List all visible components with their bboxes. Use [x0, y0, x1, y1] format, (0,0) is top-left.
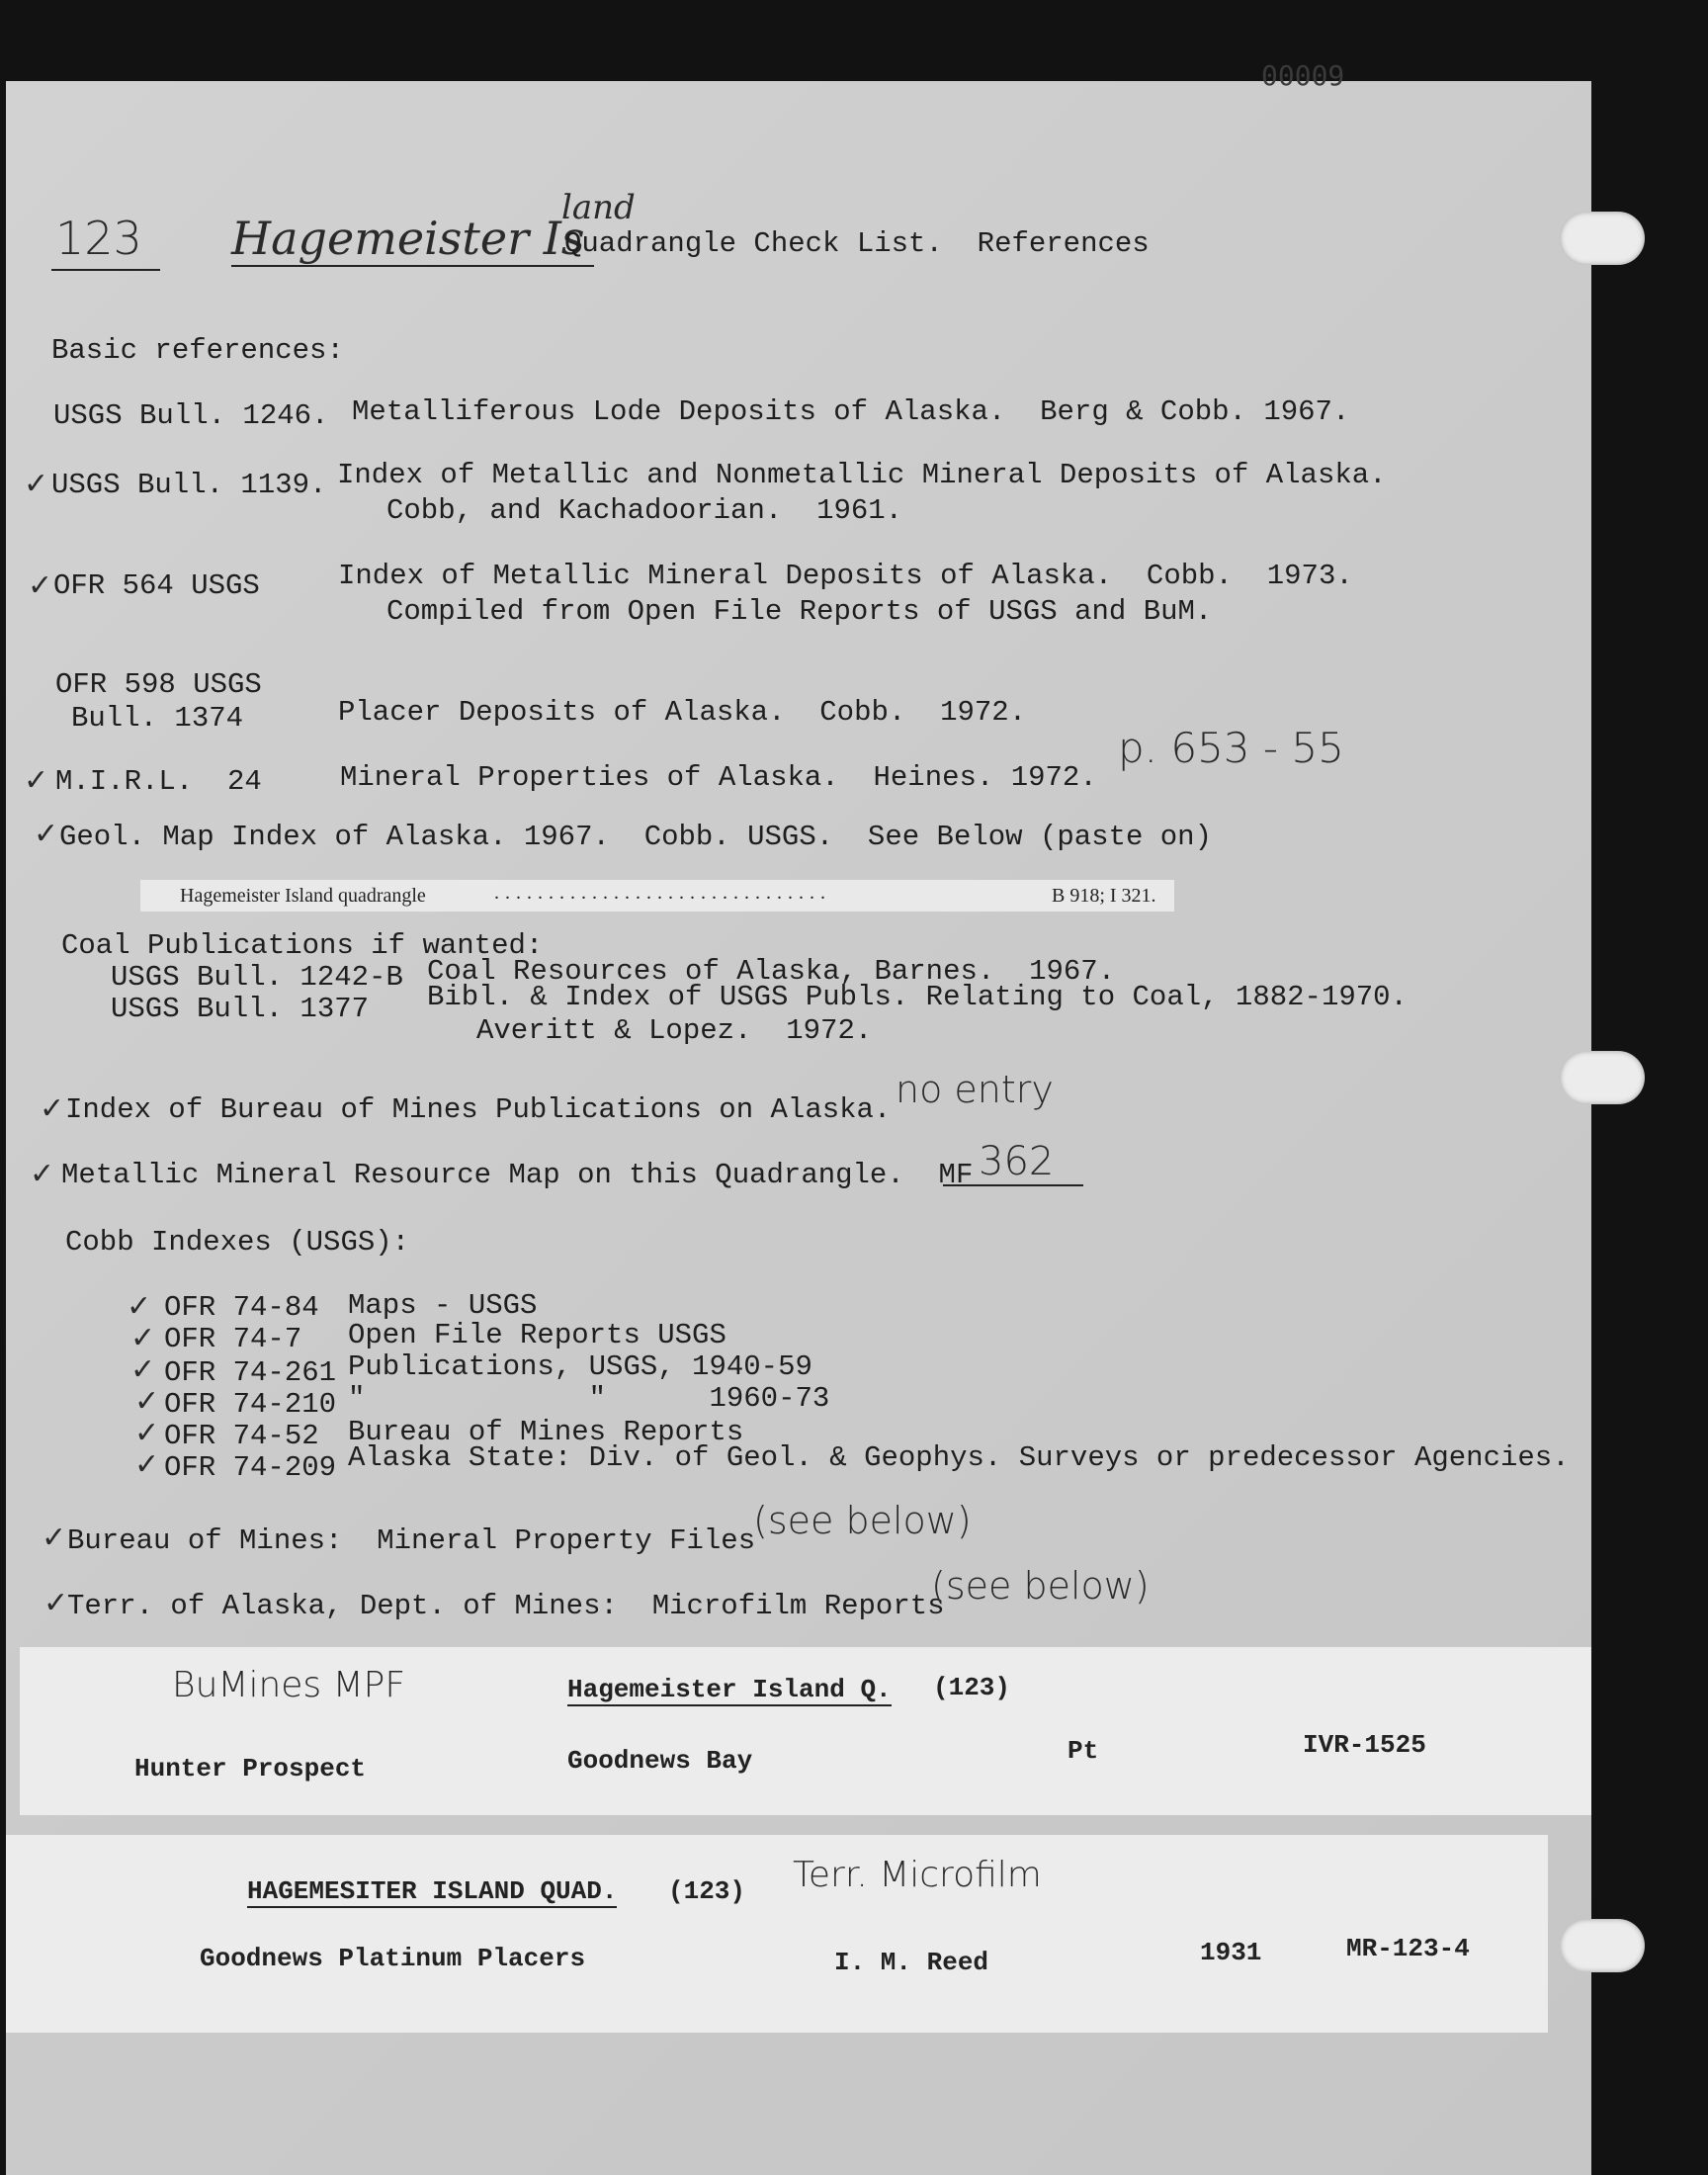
cobb-ref-description: Maps - USGS	[348, 1289, 538, 1322]
ref-id: OFR 564 USGS	[53, 569, 260, 602]
strip-quad-label: Hagemeister Island quadrangle	[180, 885, 426, 907]
binder-hole-bottom	[1560, 1919, 1645, 1972]
card-commodity: Pt	[1068, 1736, 1099, 1766]
ref-description: Placer Deposits of Alaska. Cobb. 1972.	[338, 696, 1027, 729]
checkmark-icon: ✓	[34, 817, 59, 851]
see-below-note: (see below)	[931, 1564, 1150, 1608]
cobb-ref-id: OFR 74-52	[164, 1420, 319, 1452]
ref-description-cont: Cobb, and Kachadoorian. 1961.	[386, 494, 903, 527]
card-year: 1931	[1200, 1938, 1262, 1967]
terr-files-line: Terr. of Alaska, Dept. of Mines: Microfilm Reports	[67, 1590, 945, 1622]
card-quad-number: (123)	[933, 1673, 1011, 1702]
checkmark-icon: ✓	[134, 1384, 160, 1419]
coal-ref-description: Bibl. & Index of USGS Publs. Relating to Coal, 1882-1970.	[427, 981, 1408, 1013]
ref-description: Mineral Properties of Alaska. Heines. 1972.	[340, 761, 1097, 794]
coal-ref-description: Coal Resources of Alaska, Barnes. 1967.	[427, 955, 1116, 988]
metallic-map-line: Metallic Mineral Resource Map on this Quadrangle. MF	[61, 1159, 974, 1191]
coal-ref-id: USGS Bull. 1242-B	[111, 961, 403, 994]
card-quad-number: (123)	[668, 1876, 746, 1906]
cobb-ref-description: " " 1960-73	[348, 1382, 830, 1415]
checkmark-icon: ✓	[43, 1586, 69, 1620]
terr-microfilm-card	[6, 1835, 1548, 2033]
coal-ref-description-cont: Averitt & Lopez. 1972.	[476, 1014, 873, 1047]
card-quad-name: Hagemeister Island Q.	[567, 1675, 892, 1704]
checkmark-icon: ✓	[130, 1321, 156, 1355]
binder-hole-top	[1560, 212, 1645, 265]
checklist-page	[6, 59, 1591, 2175]
geol-map-strip	[140, 880, 1174, 912]
checkmark-icon: ✓	[40, 1091, 65, 1126]
card-reference: IVR-1525	[1303, 1730, 1426, 1760]
card-tag: Terr. Microfilm	[793, 1855, 1042, 1895]
coal-ref-id: USGS Bull. 1377	[111, 993, 370, 1025]
cobb-heading: Cobb Indexes (USGS):	[65, 1226, 410, 1259]
cobb-ref-id: OFR 74-261	[164, 1356, 337, 1389]
ref-id: M.I.R.L. 24	[55, 765, 262, 798]
ref-description-cont: Compiled from Open File Reports of USGS and BuM.	[386, 595, 1213, 628]
checkmark-icon: ✓	[127, 1289, 152, 1324]
see-below-note: (see below)	[753, 1499, 972, 1542]
checkmark-icon: ✓	[24, 763, 49, 798]
strip-leader-dots: . . . . . . . . . . . . . . . . . . . . . . . . . . . . . . .	[494, 882, 826, 904]
bureau-index-line: Index of Bureau of Mines Publications on Alaska.	[65, 1093, 892, 1126]
coal-heading: Coal Publications if wanted:	[61, 929, 544, 962]
card-deposit-name: Hunter Prospect	[134, 1754, 367, 1784]
cobb-ref-description: Open File Reports USGS	[348, 1319, 726, 1351]
ref-description: Metalliferous Lode Deposits of Alaska. Berg & Cobb. 1967.	[352, 395, 1350, 428]
card-reference: MR-123-4	[1346, 1934, 1470, 1963]
ref-description: Index of Metallic and Nonmetallic Mineral Deposits of Alaska.	[337, 459, 1387, 491]
checkmark-icon: ✓	[30, 1157, 55, 1191]
quad-number: 123	[51, 212, 160, 271]
ref-id: USGS Bull. 1139.	[51, 469, 327, 501]
checkmark-icon: ✓	[24, 467, 49, 501]
cobb-ref-id: OFR 74-7	[164, 1323, 302, 1355]
page-title: Quadrangle Check List. References	[564, 227, 1150, 260]
ref-id: USGS Bull. 1246.	[53, 399, 329, 432]
card-deposit-name: Goodnews Platinum Placers	[200, 1944, 586, 1973]
quad-name-addition: land	[561, 188, 636, 227]
no-entry-note: no entry	[896, 1068, 1054, 1111]
mf-number: 362	[943, 1139, 1083, 1186]
basic-references-heading: Basic references:	[51, 334, 344, 367]
quad-name: Hagemeister Is	[231, 212, 594, 267]
page-range-note: p. 653 - 55	[1118, 724, 1344, 772]
card-author: I. M. Reed	[834, 1948, 989, 1977]
checkmark-icon: ✓	[134, 1416, 160, 1450]
bumines-mpf-card	[20, 1647, 1591, 1815]
checkmark-icon: ✓	[130, 1352, 156, 1387]
card-quad-name: HAGEMESITER ISLAND QUAD.	[247, 1876, 618, 1906]
ref-id: OFR 598 USGS	[55, 668, 262, 701]
checkmark-icon: ✓	[134, 1447, 160, 1482]
cobb-ref-id: OFR 74-84	[164, 1291, 319, 1324]
checkmark-icon: ✓	[42, 1521, 67, 1555]
binder-hole-middle	[1560, 1051, 1645, 1104]
bureau-files-line: Bureau of Mines: Mineral Property Files	[67, 1524, 756, 1557]
cobb-ref-id: OFR 74-210	[164, 1388, 337, 1421]
ref-id-cont: Bull. 1374	[71, 702, 244, 735]
cobb-ref-description: Alaska State: Div. of Geol. & Geophys. Surveys or predecessor Agencies.	[348, 1441, 1570, 1474]
checkmark-icon: ✓	[28, 568, 53, 603]
geol-map-index-line: Geol. Map Index of Alaska. 1967. Cobb. USGS. See Below (paste on)	[59, 821, 1212, 853]
cobb-ref-description: Publications, USGS, 1940-59	[348, 1350, 812, 1383]
cobb-ref-description: Bureau of Mines Reports	[348, 1416, 744, 1448]
card-tag: BuMines MPF	[172, 1665, 406, 1705]
document-number: 00009	[1261, 59, 1345, 92]
card-district: Goodnews Bay	[567, 1746, 753, 1776]
cobb-ref-id: OFR 74-209	[164, 1451, 337, 1484]
ref-description: Index of Metallic Mineral Deposits of Alaska. Cobb. 1973.	[338, 560, 1353, 592]
strip-reference: B 918; I 321.	[1052, 885, 1156, 907]
